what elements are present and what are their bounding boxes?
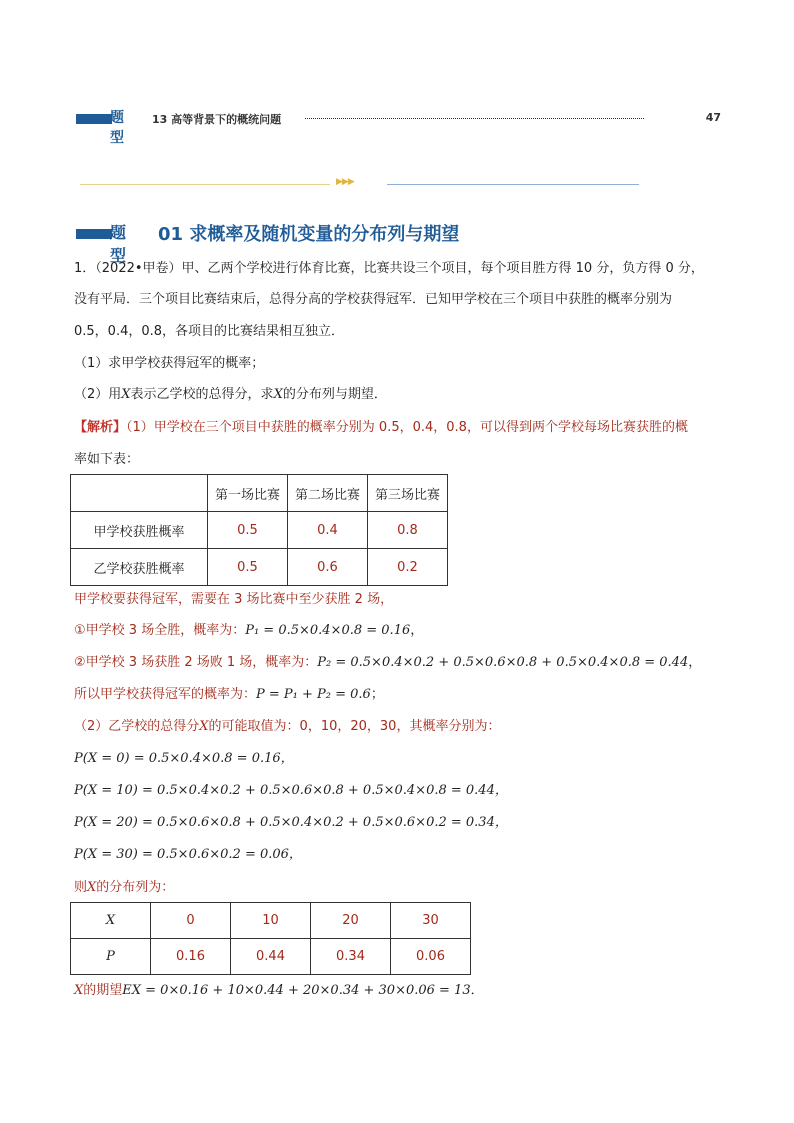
table-row: [71, 903, 471, 939]
table-cell: 0.6: [288, 549, 368, 586]
problem-line-2: 没有平局．三个项目比赛结束后，总得分高的学校获得冠军．已知甲学校在三个项目中获胜的概率分别为: [74, 292, 673, 307]
problem-line-3: 0.5，0.4，0.8，各项目的比赛结果相互独立．: [74, 324, 345, 339]
toc-entry[interactable]: [76, 108, 721, 146]
table-cell: 0.4: [288, 512, 368, 549]
tag-bar-icon: [76, 114, 112, 124]
table-cell: 0.5: [208, 549, 288, 586]
toc-leader-dots: [305, 118, 644, 119]
equation-p10: P(X = 10) = 0.5×0.4×0.2 + 0.5×0.6×0.8 + 0.5×0.4×0.8 = 0.44，: [74, 783, 508, 798]
table-header-cell: 第三场比赛: [368, 475, 448, 512]
divider-arrows-icon: ▶▶▶: [336, 177, 354, 187]
table-header-cell: 第一场比赛: [208, 475, 288, 512]
question-1: （1）求甲学校获得冠军的概率；: [74, 356, 265, 371]
divider-right: [387, 184, 639, 185]
table-cell: 0.5: [208, 512, 288, 549]
section-heading: [76, 220, 576, 265]
table-cell: 20: [311, 903, 391, 939]
problem-line-1: 1．（2022•甲卷）甲、乙两个学校进行体育比赛，比赛共设三个项目，每个项目胜方得 10 分，负方得 0 分，: [74, 261, 704, 276]
table-row: [71, 549, 448, 586]
equation-p20: P(X = 20) = 0.5×0.6×0.8 + 0.5×0.4×0.2 + 0.5×0.6×0.2 = 0.34，: [74, 815, 508, 830]
solution-need: 甲学校要获得冠军，需要在 3 场比赛中至少获胜 2 场，: [74, 592, 394, 607]
table-row: [71, 512, 448, 549]
table-row-label: P: [71, 939, 151, 975]
expectation-line: X的期望EX = 0×0.16 + 10×0.44 + 20×0.34 + 30×0.06 = 13．: [74, 983, 484, 998]
table-cell: 0: [151, 903, 231, 939]
table-cell: 30: [391, 903, 471, 939]
tag-bar-icon: [76, 229, 112, 239]
tag-word: 题型: [110, 223, 127, 265]
solution-case-1: ①甲学校 3 场全胜，概率为：P₁ = 0.5×0.4×0.8 = 0.16，: [74, 623, 424, 638]
toc-text: 13 高等背景下的概统问题: [152, 113, 282, 126]
equation-p0: P(X = 0) = 0.5×0.4×0.8 = 0.16，: [74, 751, 294, 766]
solution-sum: 所以甲学校获得冠军的概率为：P = P₁ + P₂ = 0.6；: [74, 687, 384, 702]
table-cell: 0.8: [368, 512, 448, 549]
win-probability-table: [70, 474, 448, 586]
toc-page-number: 47: [705, 111, 721, 124]
table-row: [71, 939, 471, 975]
table-row-label: 甲学校获胜概率: [71, 512, 208, 549]
solution-label: 【解析】: [74, 420, 127, 435]
table-row-label: 乙学校获胜概率: [71, 549, 208, 586]
table-cell: 0.06: [391, 939, 471, 975]
solution-case-2: ②甲学校 3 场获胜 2 场败 1 场，概率为：P₂ = 0.5×0.4×0.2 + 0.5×0.6×0.8 + 0.5×0.4×0.8 = 0.44，: [74, 655, 702, 670]
question-2: （2）用X表示乙学校的总得分，求X的分布列与期望．: [74, 387, 387, 402]
tag-word: 题型: [110, 110, 124, 146]
table-row: [71, 475, 448, 512]
table-cell: 0.16: [151, 939, 231, 975]
table-header-cell: 第二场比赛: [288, 475, 368, 512]
equation-p30: P(X = 30) = 0.5×0.6×0.2 = 0.06，: [74, 847, 302, 862]
distribution-label: 则X的分布列为：: [74, 880, 175, 895]
distribution-table: [70, 902, 471, 975]
table-cell: [71, 475, 208, 512]
solution-intro: 【解析】（1）甲学校在三个项目中获胜的概率分别为 0.5，0.4，0.8，可以得到两个学校每场比赛获胜的概: [74, 420, 688, 435]
table-cell: 0.44: [231, 939, 311, 975]
table-cell: 10: [231, 903, 311, 939]
table-row-label: X: [71, 903, 151, 939]
solution-part-2: （2）乙学校的总得分X的可能取值为：0，10，20，30，其概率分别为：: [74, 719, 501, 734]
solution-intro-2: 率如下表：: [74, 452, 140, 467]
table-cell: 0.34: [311, 939, 391, 975]
section-title: 01 求概率及随机变量的分布列与期望: [158, 224, 460, 245]
divider-left: [80, 184, 330, 185]
table-cell: 0.2: [368, 549, 448, 586]
